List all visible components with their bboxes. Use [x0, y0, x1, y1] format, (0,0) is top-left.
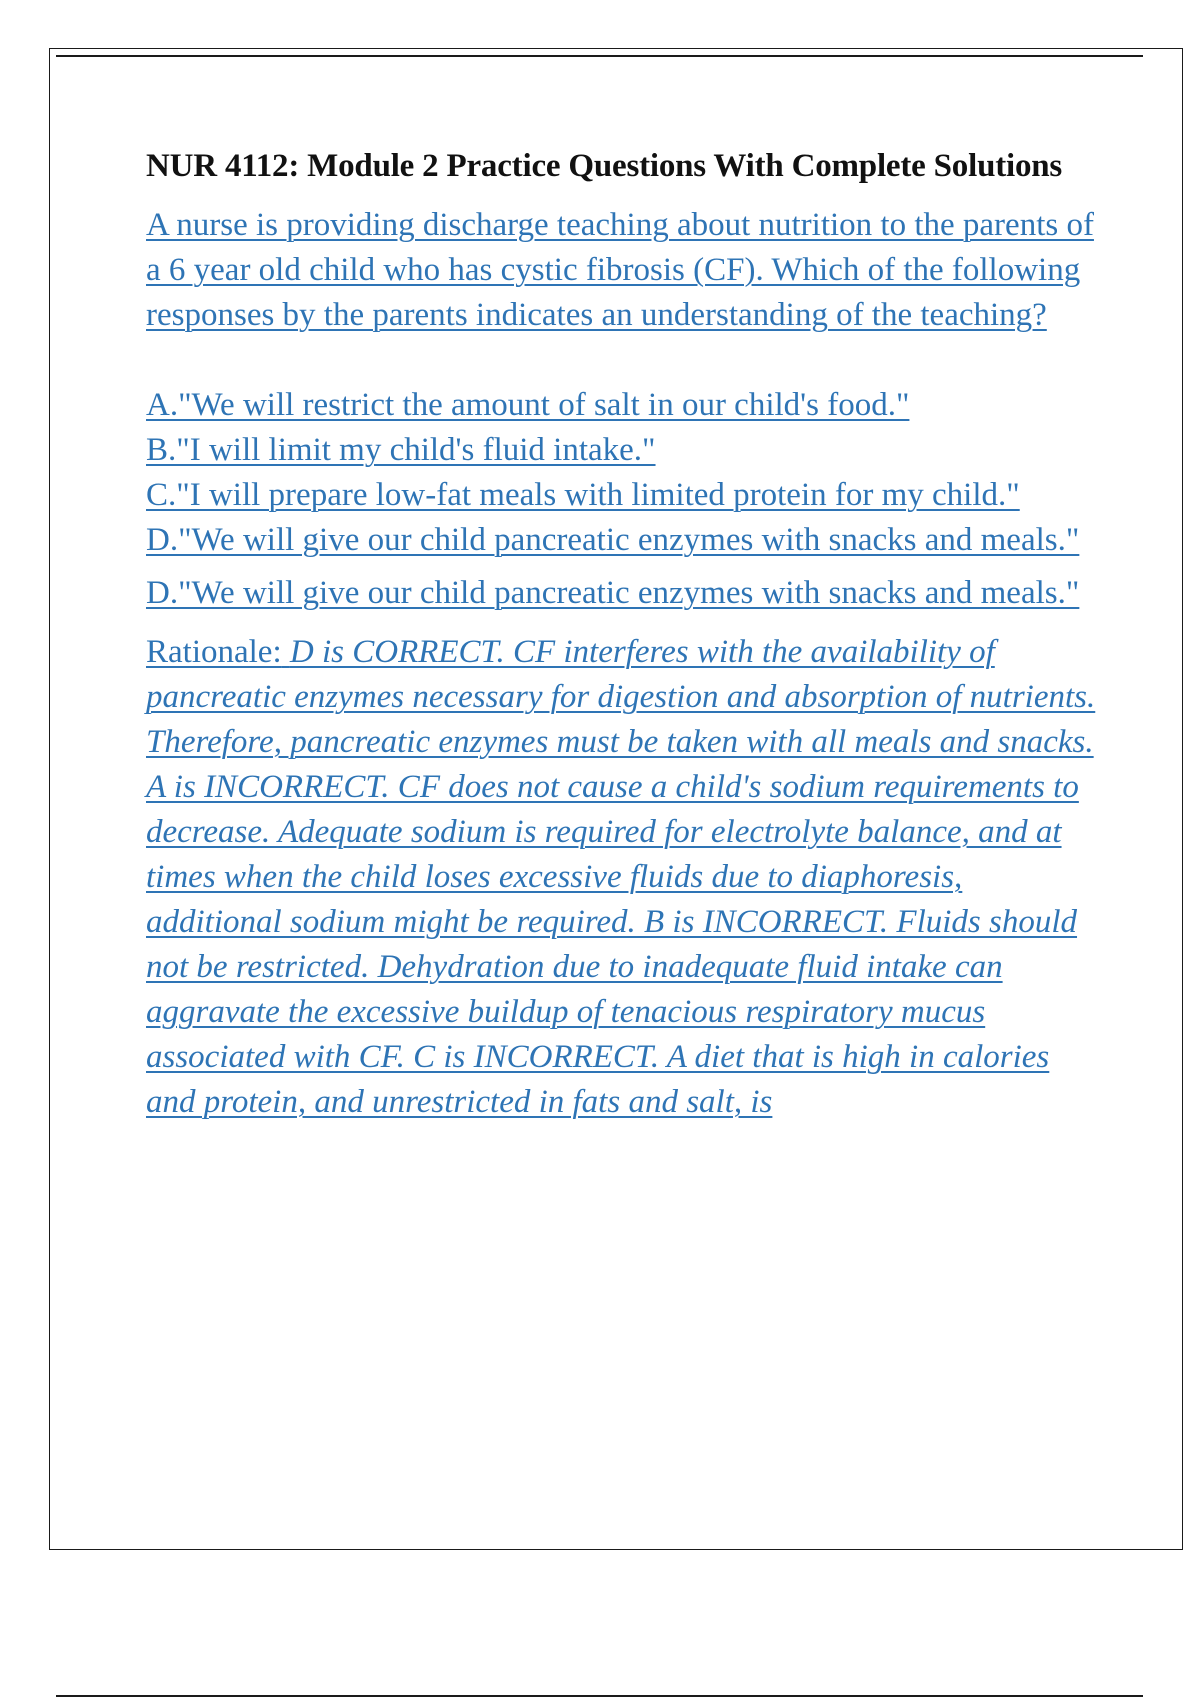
question-text[interactable]: A nurse is providing discharge teaching about nutrition to the parents of a 6 year old child who has cystic fibrosis (CF). Which of the following responses by the parents indicates an understanding of the teaching?: [146, 207, 1094, 333]
rationale[interactable]: [146, 630, 1096, 1125]
rationale-text: D is CORRECT. CF interferes with the availability of pancreatic enzymes necessary for digestion and absorption of nutrients. Therefore, pancreatic enzymes must be taken with all meals and snacks. A is INCORRECT. CF does not cause a child's sodium requirements to decrease. Adequate sodium is required for electrolyte balance, and at times when the child loses excessive fluids due to diaphoresis, additional sodium might be required. B is INCORRECT. Fluids should not be restricted. Dehydration due to inadequate fluid intake can aggravate the excessive buildup of tenacious respiratory mucus associated with CF. C is INCORRECT. A diet that is high in calories and protein, and unrestricted in fats and salt, is: [146, 634, 1096, 1120]
option-b[interactable]: B."I will limit my child's fluid intake.": [146, 432, 656, 468]
bottom-rule: [56, 1695, 1143, 1697]
document-title: NUR 4112: Module 2 Practice Questions With Complete Solutions: [146, 148, 1063, 184]
correct-answer[interactable]: D."We will give our child pancreatic enzymes with snacks and meals.": [146, 575, 1080, 611]
answer-options: [146, 383, 1096, 563]
option-c[interactable]: C."I will prepare low-fat meals with limited protein for my child.": [146, 477, 1020, 513]
option-a[interactable]: A."We will restrict the amount of salt in our child's food.": [146, 387, 910, 423]
document-content: [146, 143, 1096, 1125]
option-d[interactable]: D."We will give our child pancreatic enzymes with snacks and meals.": [146, 522, 1080, 558]
top-rule: [56, 55, 1143, 57]
rationale-label: Rationale:: [146, 634, 282, 670]
